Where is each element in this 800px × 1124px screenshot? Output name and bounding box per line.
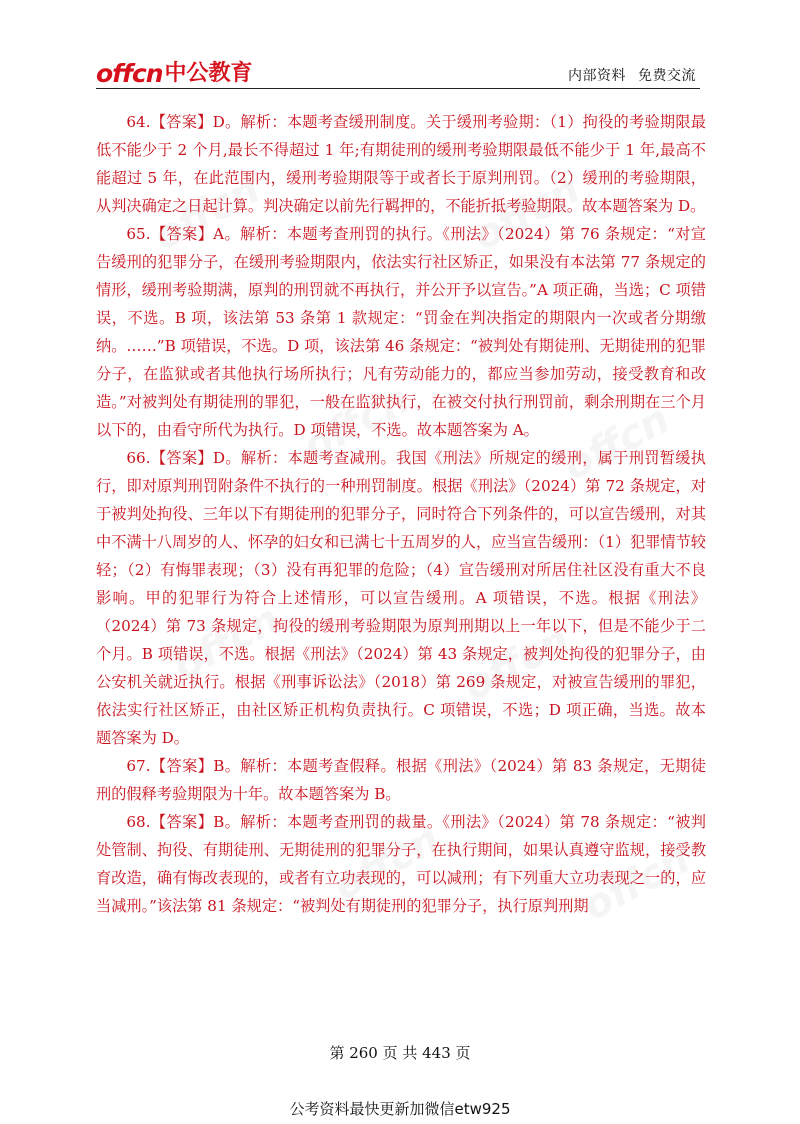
answer-65-paragraph: 65.【答案】A。解析：本题考查刑罚的执行。《刑法》（2024）第 76 条规定：“对宣告缓刑的犯罪分子，在缓刑考验期限内，依法实行社区矫正，如果没有本法第 77 条规定的情形，缓刑考验期满，原判的刑罚就不再执行，并公开予以宣告。”A 项正确，当选；C 项错误，不选。B 项，该法第 53 条第 1 款规定：“罚金在判决指定的期限内一次或者分期缴纳。……”B 项错误，不选。D 项，该法第 46 条规定：“被判处有期徒刑、无期徒刑的犯罪分子，在监狱或者其他执行场所执行；凡有劳动能力的，都应当参加劳动，接受教育和改造。”对被判处有期徒刑的罪犯，一般在监狱执行，在被交付执行刑罚前，剩余刑期在三个月以下的，由看守所代为执行。D 项错误，不选。故本题答案为 A。 bbox=[96, 225, 706, 439]
watermark: offcn bbox=[325, 816, 448, 910]
internal-material-label: 内部资料 bbox=[568, 68, 626, 84]
logo-latin-text: offcn bbox=[96, 59, 163, 88]
watermark: offcn bbox=[145, 166, 268, 260]
answer-64-paragraph: 64.【答案】D。解析：本题考查缓刑制度。关于缓刑考验期：（1）拘役的考验期限最低不能少于 2 个月,最长不得超过 1 年;有期徒刑的缓刑考验期限最低不能少于 1 年,最高不能超过 5 年，在此范围内，缓刑考验期限等于或者长于原判刑罚。（2）缓刑的考验期限，从判决确定之日起计算。判决确定以前先行羁押的，不能折抵考验期限。故本题答案为 D。 bbox=[96, 113, 706, 215]
answer-66-paragraph: 66.【答案】D。解析：本题考查减刑。我国《刑法》所规定的缓刑，属于刑罚暂缓执行，即对原判刑罚附条件不执行的一种刑罚制度。根据《刑法》（2024）第 72 条规定，对于被判处拘役、三年以下有期徒刑的犯罪分子，同时符合下列条件的，可以宣告缓刑，对其中不满十八周岁的人、怀孕的妇女和已满七十五周岁的人，应当宣告缓刑：（1）犯罪情节较轻；（2）有悔罪表现；（3）没有再犯罪的危险；（4）宣告缓刑对所居住社区没有重大不良影响。甲的犯罪行为符合上述情形，可以宣告缓刑。A 项错误，不选。根据《刑法》（2024）第 73 条规定，拘役的缓刑考验期限为原判刑期以上一年以下，但是不能少于二个月。B 项错误，不选。根据《刑法》（2024）第 43 条规定，被判处拘役的犯罪分子，由公安机关就近执行。根据《刑事诉讼法》（2018）第 269 条规定，对被宣告缓刑的罪犯，依法实行社区矫正，由社区矫正机构负责执行。C 项错误，不选；D 项正确，当选。故本题答案为 D。 bbox=[96, 449, 706, 747]
answer-67-paragraph: 67.【答案】B。解析：本题考查假释。根据《刑法》（2024）第 83 条规定，无期徒刑的假释考验期限为十年。故本题答案为 B。 bbox=[96, 757, 706, 803]
watermark: offcn bbox=[555, 396, 678, 490]
page-number: 第 260 页 共 443 页 bbox=[329, 1044, 471, 1062]
answer-68-paragraph: 68.【答案】B。解析：本题考查刑罚的裁量。《刑法》（2024）第 78 条规定：“被判处管制、拘役、有期徒刑、无期徒刑的犯罪分子，在执行期间，如果认真遵守监规，接受教育改造，确有悔改表现的，或者有立功表现的，可以减刑；有下列重大立功表现之一的，应当减刑。”该法第 81 条规定：“被判处有期徒刑的犯罪分子，执行原判刑期 bbox=[96, 813, 706, 915]
offcn-logo bbox=[96, 58, 253, 88]
watermark: offcn bbox=[295, 376, 418, 470]
logo-chinese-text: 中公教育 bbox=[164, 61, 253, 86]
watermark: offcn bbox=[165, 596, 288, 690]
answer-explanations bbox=[96, 108, 706, 920]
watermark: offcn bbox=[465, 166, 588, 260]
footer-note: 公考资料最快更新加微信etw925 bbox=[289, 1100, 511, 1118]
free-exchange-label: 免费交流 bbox=[638, 68, 696, 84]
header-tags bbox=[568, 65, 696, 85]
watermark: offcn bbox=[575, 836, 698, 930]
watermark: offcn bbox=[455, 616, 578, 710]
page-header bbox=[96, 58, 700, 89]
